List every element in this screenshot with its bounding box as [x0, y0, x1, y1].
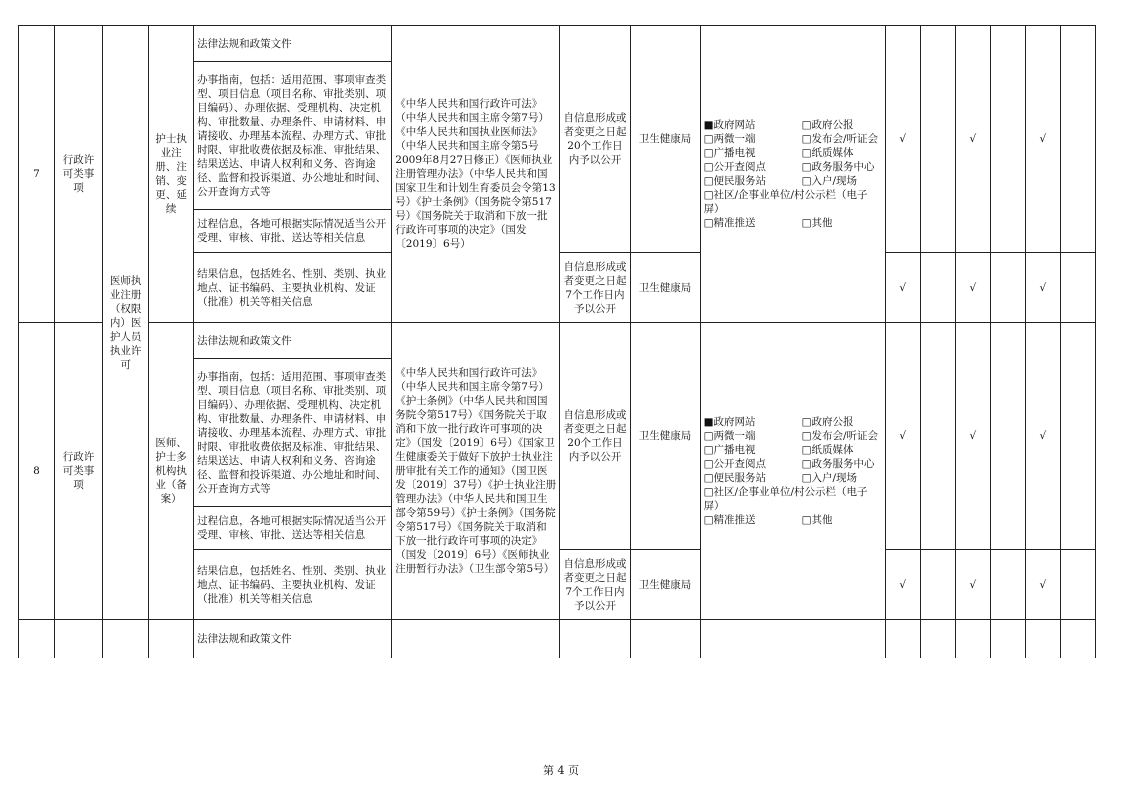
channel-option: □公开查阅点: [703, 161, 766, 173]
basis-cell: [392, 620, 560, 658]
tick-cell: [920, 550, 955, 620]
content-cell: 办事指南，包括：适用范围、事项审查类型、项目信息（项目名称、审批类别、项目编码）、办理依据、受理机构、决定机构、审批数量、办理条件、申请材料、申请接收、办理基本流程、办理方式、审批时限、审批收费依据及标准、审批结果、结果送达、申请人权利和义务、咨询途径、监督和投诉渠道、办公地址和时间、公开查询方式等: [194, 359, 392, 507]
category-cell: 行政许可类事项: [55, 323, 103, 620]
channel-option: □精准推送: [703, 514, 756, 526]
content-cell: 结果信息，包括姓名、性别、类别、执业地点、证书编码、主要执业机构、发证（批准）机关等相关信息: [194, 253, 392, 323]
time-limit-cell: [560, 620, 630, 658]
channel-option: □纸质媒体: [801, 444, 854, 456]
tick-cell: √: [955, 550, 990, 620]
row-number: [19, 620, 55, 658]
content-cell: 法律法规和政策文件: [194, 620, 392, 658]
item-cell: 医师执业注册（权限内）医护人员执业许可: [103, 26, 149, 620]
row-number: 7: [19, 26, 55, 323]
table-row: [19, 323, 1096, 359]
channel-option: □广播电视: [703, 444, 756, 456]
basis-cell: 《中华人民共和国行政许可法》（中华人民共和国主席令第7号）《中华人民共和国执业医师法》（中华人民共和国主席令第5号2009年8月27日修正）《医师执业注册管理办法》（中华人民共和国国家卫生和计划生育委员会令第13号）《护士条例》（国务院令第517号）《国务院关于取消和下放一批行政许可事项的决定》（国发〔2019〕6号）: [392, 26, 560, 323]
time-limit-cell: 自信息形成或者变更之日起7个工作日内予以公开: [560, 550, 630, 620]
tick-cell: [1060, 620, 1095, 658]
category-cell: 行政许可类事项: [55, 26, 103, 323]
tick-cell: [990, 323, 1025, 550]
subitem-cell: 护士执业注册、注销、变更、延续: [149, 26, 194, 323]
channel-option: □政务服务中心: [801, 458, 875, 470]
tick-cell: [990, 550, 1025, 620]
channel-option: □两微一端: [703, 430, 756, 442]
time-limit-cell: 自信息形成或者变更之日起20个工作日内予以公开: [560, 26, 630, 253]
channel-option: □精准推送: [703, 217, 756, 229]
channels-cell: [700, 620, 885, 658]
subitem-cell: 医师、护士多机构执业（备案）: [149, 323, 194, 620]
tick-cell: √: [1025, 26, 1060, 253]
tick-cell: [990, 620, 1025, 658]
channel-option: □入户/现场: [801, 472, 858, 484]
channels-cell: [700, 26, 885, 323]
tick-cell: √: [885, 550, 920, 620]
tick-cell: √: [955, 253, 990, 323]
channel-option: □公开查阅点: [703, 458, 766, 470]
channel-option: □社区/企事业单位/村公示栏（电子屏）: [703, 189, 868, 215]
basis-cell: 《中华人民共和国行政许可法》（中华人民共和国主席令第7号）《护士条例》（中华人民共和国国务院令第517号）《国务院关于取消和下放一批行政许可事项的决定》（国发〔2019〕6号）《国家卫生健康委关于做好下放护士执业注册审批有关工作的通知》（国卫医发〔2019〕37号）《护士执业注册管理办法》（中华人民共和国卫生部令第59号）《护士条例》（国务院令第517号）《国务院关于取消和下放一批行政许可事项的决定》（国发〔2019〕6号）《医师执业注册暂行办法》（卫生部令第5号）: [392, 323, 560, 620]
page-number: 第 4 页: [543, 764, 579, 777]
tick-cell: [990, 26, 1025, 253]
category-cell: [55, 620, 103, 658]
tick-cell: [920, 620, 955, 658]
channel-option: □两微一端: [703, 133, 756, 145]
subject-cell: 卫生健康局: [630, 323, 700, 550]
content-cell: 过程信息，各地可根据实际情况适当公开受理、审核、审批、送达等相关信息: [194, 507, 392, 550]
tick-cell: √: [885, 323, 920, 550]
channel-option: ■政府网站: [703, 416, 756, 428]
tick-cell: [990, 253, 1025, 323]
tick-cell: [885, 620, 920, 658]
subject-cell: 卫生健康局: [630, 26, 700, 253]
channel-option: □其他: [801, 217, 833, 229]
channel-option: □政务服务中心: [801, 161, 875, 173]
content-cell: 结果信息，包括姓名、性别、类别、执业地点、证书编码、主要执业机构、发证（批准）机关等相关信息: [194, 550, 392, 620]
tick-cell: [920, 26, 955, 253]
tick-cell: [1060, 323, 1095, 550]
content-cell: 法律法规和政策文件: [194, 26, 392, 62]
channel-option: □发布会/听证会: [801, 133, 879, 145]
tick-cell: [1060, 550, 1095, 620]
channel-option: □便民服务站: [703, 175, 766, 187]
channel-option: □发布会/听证会: [801, 430, 879, 442]
time-limit-cell: 自信息形成或者变更之日起20个工作日内予以公开: [560, 323, 630, 550]
tick-cell: √: [1025, 253, 1060, 323]
channels-cell: [700, 323, 885, 620]
channel-option: □纸质媒体: [801, 147, 854, 159]
tick-cell: [920, 253, 955, 323]
tick-cell: [1060, 26, 1095, 253]
channel-option: □社区/企事业单位/村公示栏（电子屏）: [703, 486, 868, 512]
tick-cell: √: [885, 26, 920, 253]
tick-cell: [955, 620, 990, 658]
subject-cell: [630, 620, 700, 658]
channel-option: □政府公报: [801, 416, 854, 428]
channel-option: □入户/现场: [801, 175, 858, 187]
channel-option: □便民服务站: [703, 472, 766, 484]
subject-cell: 卫生健康局: [630, 253, 700, 323]
channel-option: □其他: [801, 514, 833, 526]
tick-cell: √: [955, 26, 990, 253]
time-limit-cell: 自信息形成或者变更之日起7个工作日内予以公开: [560, 253, 630, 323]
tick-cell: √: [1025, 550, 1060, 620]
item-cell: [103, 620, 149, 658]
tick-cell: √: [885, 253, 920, 323]
subitem-cell: [149, 620, 194, 658]
row-number: 8: [19, 323, 55, 620]
tick-cell: [1025, 620, 1060, 658]
tick-cell: √: [1025, 323, 1060, 550]
tick-cell: [1060, 253, 1095, 323]
table-row: [19, 620, 1096, 658]
tick-cell: [920, 323, 955, 550]
content-cell: 办事指南，包括：适用范围、事项审查类型、项目信息（项目名称、审批类别、项目编码）、办理依据、受理机构、决定机构、审批数量、办理条件、申请材料、申请接收、办理基本流程、办理方式、审批时限、审批收费依据及标准、审批结果、结果送达、申请人权利和义务、咨询途径、监督和投诉渠道、办公地址和时间、公开查询方式等: [194, 62, 392, 210]
content-cell: 法律法规和政策文件: [194, 323, 392, 359]
subject-cell: 卫生健康局: [630, 550, 700, 620]
tick-cell: √: [955, 323, 990, 550]
table-row: [19, 26, 1096, 62]
channel-option: ■政府网站: [703, 119, 756, 131]
disclosure-table: [18, 25, 1096, 658]
content-cell: 过程信息，各地可根据实际情况适当公开受理、审核、审批、送达等相关信息: [194, 210, 392, 253]
channel-option: □广播电视: [703, 147, 756, 159]
channel-option: □政府公报: [801, 119, 854, 131]
